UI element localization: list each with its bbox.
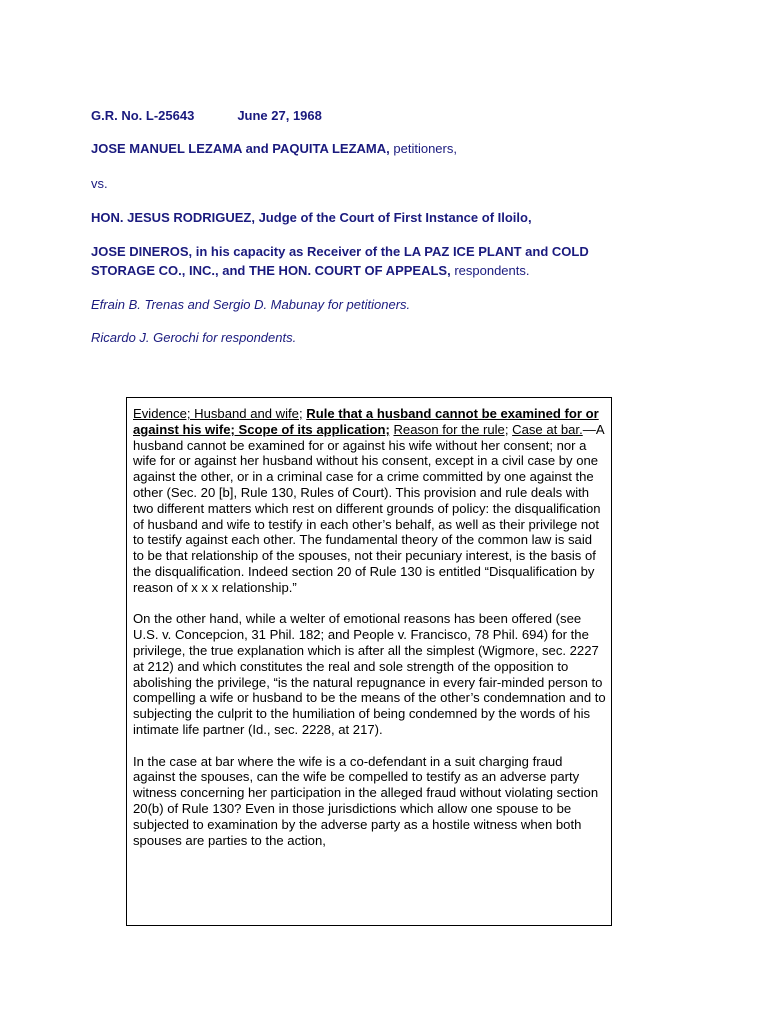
- petitioner-names: JOSE MANUEL LEZAMA and PAQUITA LEZAMA,: [91, 141, 390, 156]
- syllabus-paragraph-1: [133, 406, 606, 596]
- syllabus-rule-heading: Rule that a husband cannot be examined for or against his wife; Scope of its application;: [133, 406, 599, 437]
- decision-date: June 27, 1968: [237, 108, 322, 123]
- syllabus-paragraph-3: In the case at bar where the wife is a co-defendant in a suit charging fraud against the spouses, can the wife be compelled to testify as an adverse party witness concerning her participation in the alleged fraud without violating section 20(b) of Rule 130? Even in those jurisdictions which allow one spouse to be subjected to examination by the adverse party as a hostile witness when both spouses are parties to the action,: [133, 753, 599, 848]
- respondent-judge: HON. JESUS RODRIGUEZ, Judge of the Court of First Instance of Iloilo,: [91, 210, 532, 225]
- petitioners-role: petitioners,: [393, 141, 457, 156]
- respondents-role: respondents.: [454, 263, 530, 278]
- counsel-for-petitioners: Efrain B. Trenas and Sergio D. Mabunay for petitioners.: [91, 297, 411, 312]
- syllabus-paragraph-2: On the other hand, while a welter of emotional reasons has been offered (see U.S. v. Concepcion, 31 Phil. 182; and People v. Francisco, 78 Phil. 694) for the privilege, the true explanation which is after all the simplest (Wigmore, sec. 2227 at 212) and which constitutes the real and sole strength of the opposition to abolishing the privilege, “is the natural repugnance in every fair-minded person to compelling a wife or husband to be the means of the other’s condemnation and to subjecting the culprit to the humiliation of being condemned by the words of his intimate life partner (Id., sec. 2228, at 217).: [133, 611, 606, 737]
- respondent-receiver-line-1: JOSE DINEROS, in his capacity as Receiver of the LA PAZ ICE PLANT and COLD: [91, 244, 589, 259]
- syllabus-topic-case: Case at bar.: [512, 421, 583, 437]
- respondent-receiver-line-2: [91, 263, 530, 279]
- versus-label: vs.: [91, 176, 108, 191]
- syllabus-topic-evidence: Evidence; Husband and wife;: [133, 406, 303, 421]
- syllabus-paragraph-1-body: —A husband cannot be examined for or against his wife without her consent; nor a wife for or against her husband without his consent, except in a civil case by one against the other, or in a criminal case for a crime committed by one against the other (Sec. 20 [b], Rule 130, Rules of Court). This provision and rule deals with two different matters which rest on different grounds of policy: the disqualification of husband and wife to testify in each other’s behalf, as well as their privilege not to testify against each other. The fundamental theory of the common law is said to be that relationship of the spouses, not their pecuniary interest, is the basis of the disqualification. Indeed section 20 of Rule 130 is entitled “Disqualification by reason of x x x relationship.”: [133, 421, 604, 595]
- syllabus-box: [126, 397, 612, 926]
- respondent-receiver-names: STORAGE CO., INC., and THE HON. COURT OF APPEALS,: [91, 263, 451, 278]
- petitioners-line: [91, 141, 457, 157]
- counsel-for-respondents: Ricardo J. Gerochi for respondents.: [91, 330, 297, 345]
- case-number-line: [91, 108, 322, 124]
- syllabus-topic-reason: Reason for the rule;: [393, 421, 509, 437]
- gr-number: G.R. No. L-25643: [91, 108, 195, 123]
